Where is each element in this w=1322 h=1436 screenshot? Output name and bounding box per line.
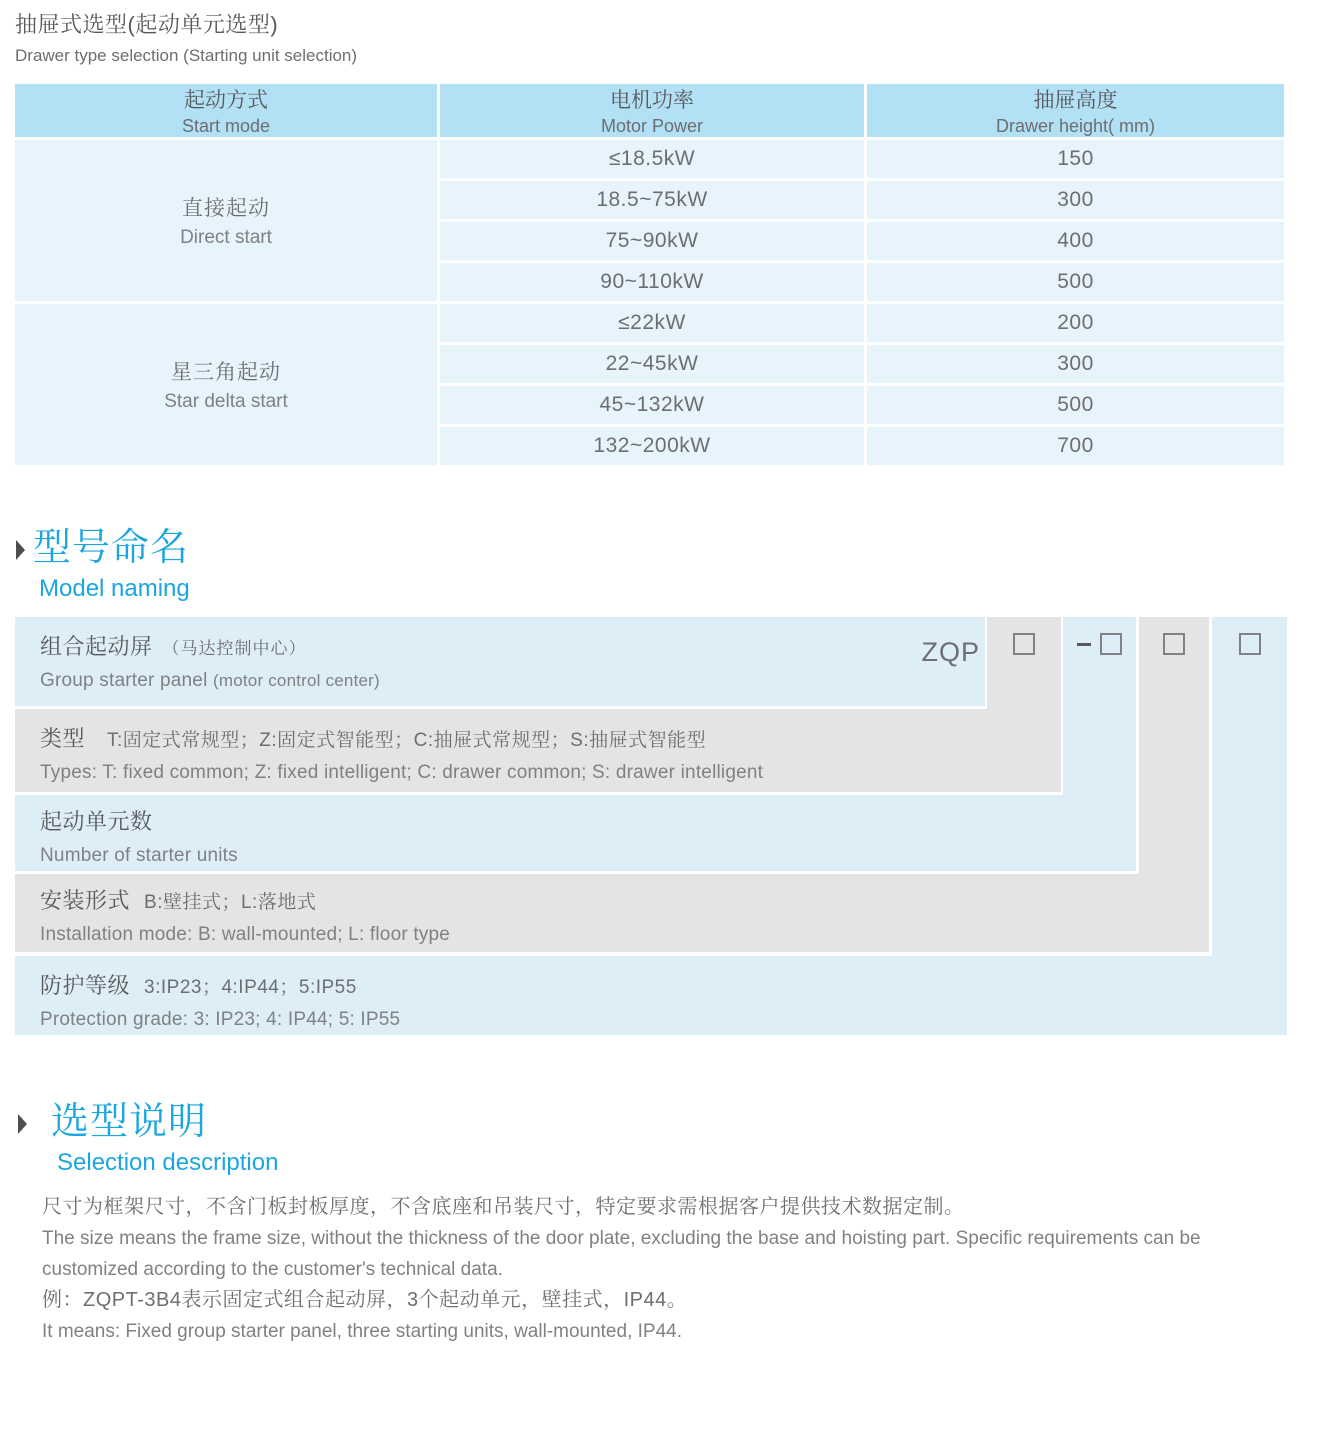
triangle-marker-icon: [18, 1114, 27, 1134]
selection-description-text: [42, 1192, 1292, 1347]
drawer-height-cell: 700: [867, 427, 1284, 465]
installation-code-box-icon: [1163, 633, 1185, 655]
col-header-en: Motor Power: [600, 116, 704, 136]
diagram-row-group-starter-panel: [15, 617, 985, 706]
section-title-zh: 型号命名: [33, 527, 190, 569]
selection-description-heading: [18, 1101, 278, 1177]
description-line: 例：ZQPT-3B4表示固定式组合起动屏，3个起动单元，壁挂式，IP44。: [42, 1289, 688, 1311]
diagram-row-installation-mode: [15, 874, 1209, 952]
motor-power-cell: 132~200kW: [440, 427, 864, 465]
row-detail-zh: 3:IP23；4:IP44；5:IP55: [144, 977, 357, 998]
row-label-en: Group starter panel: [40, 670, 208, 691]
motor-power-cell: 18.5~75kW: [440, 181, 864, 219]
description-line: 尺寸为框架尺寸，不含门板封板厚度，不含底座和吊装尺寸，特定要求需根据客户提供技术数据定制。: [42, 1196, 965, 1218]
drawer-height-cell: 200: [867, 304, 1284, 342]
table-row: [440, 263, 1284, 301]
group-rows: [440, 140, 1284, 301]
table-row: [440, 386, 1284, 424]
section-title-en: Model naming: [39, 575, 190, 602]
table-group-star-delta: [15, 304, 1284, 465]
row-detail-zh: T:固定式常规型；Z:固定式智能型；C:抽屉式常规型；S:抽屉式智能型: [107, 730, 707, 751]
triangle-marker-icon: [16, 540, 25, 560]
col-header-drawer-height: [867, 84, 1284, 137]
protection-code-box-icon: [1239, 633, 1261, 655]
start-mode-en: Star delta start: [164, 391, 288, 412]
start-mode-cell: [15, 140, 437, 301]
group-rows: [440, 304, 1284, 465]
table-row: [440, 427, 1284, 465]
diagram-row-starter-units: [15, 795, 1136, 871]
row-label-zh: 类型: [40, 726, 86, 751]
diagram-row-protection-grade: [15, 956, 1287, 1035]
table-group-direct-start: [15, 140, 1284, 301]
table-header-row: [15, 84, 1284, 137]
model-naming-heading: [16, 527, 190, 603]
type-code-box-icon: [1013, 633, 1035, 655]
dash-icon: [1077, 643, 1091, 646]
drawer-height-cell: 500: [867, 263, 1284, 301]
drawer-height-cell: 150: [867, 140, 1284, 178]
col-header-zh: 电机功率: [610, 89, 694, 112]
start-mode-zh: 星三角起动: [171, 361, 281, 384]
start-mode-zh: 直接起动: [182, 197, 270, 220]
description-line: customized according to the customer's technical data.: [42, 1259, 503, 1280]
table-row: [440, 345, 1284, 383]
col-header-zh: 起动方式: [184, 89, 268, 112]
motor-power-cell: 45~132kW: [440, 386, 864, 424]
row-label-zh: 安装形式: [40, 888, 131, 913]
start-mode-en: Direct start: [180, 227, 272, 248]
drawer-height-cell: 300: [867, 345, 1284, 383]
col-header-en: Start mode: [181, 116, 271, 136]
section-title-zh: 选型说明: [51, 1101, 208, 1143]
page-title-zh: 抽屉式选型(起动单元选型): [15, 12, 279, 37]
motor-power-cell: 75~90kW: [440, 222, 864, 260]
drawer-selection-title: [15, 8, 357, 66]
drawer-height-cell: 300: [867, 181, 1284, 219]
diagram-row-types: [15, 709, 1061, 792]
row-label-zh: 防护等级: [40, 973, 131, 998]
drawer-selection-table: [15, 84, 1284, 465]
motor-power-cell: 22~45kW: [440, 345, 864, 383]
row-label-zh: 起动单元数: [40, 809, 153, 834]
section-title-en: Selection description: [57, 1149, 279, 1176]
row-detail-en: (motor control center): [212, 671, 380, 690]
description-line: The size means the frame size, without the thickness of the door plate, excluding the base and hoisting part. Specific requirements can be: [42, 1228, 1201, 1249]
description-line: It means: Fixed group starter panel, three starting units, wall-mounted, IP44.: [42, 1321, 682, 1342]
model-code-prefix: ZQP: [921, 637, 980, 667]
table-row: [440, 181, 1284, 219]
drawer-height-cell: 500: [867, 386, 1284, 424]
table-row: [440, 304, 1284, 342]
motor-power-cell: ≤22kW: [440, 304, 864, 342]
table-row: [440, 140, 1284, 178]
col-header-en: Drawer height( mm): [995, 116, 1156, 136]
table-row: [440, 222, 1284, 260]
motor-power-cell: ≤18.5kW: [440, 140, 864, 178]
row-label-en: Protection grade: 3: IP23; 4: IP44; 5: IP55: [40, 1009, 401, 1030]
row-label-zh: 组合起动屏: [40, 634, 153, 659]
row-detail-zh: B:壁挂式；L:落地式: [144, 892, 317, 913]
row-label-en: Number of starter units: [40, 845, 238, 866]
page-title-en: Drawer type selection (Starting unit selection): [15, 46, 358, 65]
drawer-height-cell: 400: [867, 222, 1284, 260]
units-code-box-icon: [1100, 633, 1122, 655]
col-header-motor-power: [440, 84, 864, 137]
row-label-en: Types: T: fixed common; Z: fixed intelligent; C: drawer common; S: drawer intelligent: [40, 762, 764, 783]
row-detail-zh: （马达控制中心）: [162, 639, 307, 658]
start-mode-cell: [15, 304, 437, 465]
row-label-en: Installation mode: B: wall-mounted; L: floor type: [40, 924, 451, 945]
model-naming-diagram: [15, 617, 1287, 1036]
col-header-zh: 抽屉高度: [1033, 89, 1118, 112]
motor-power-cell: 90~110kW: [440, 263, 864, 301]
col-header-start-mode: [15, 84, 437, 137]
